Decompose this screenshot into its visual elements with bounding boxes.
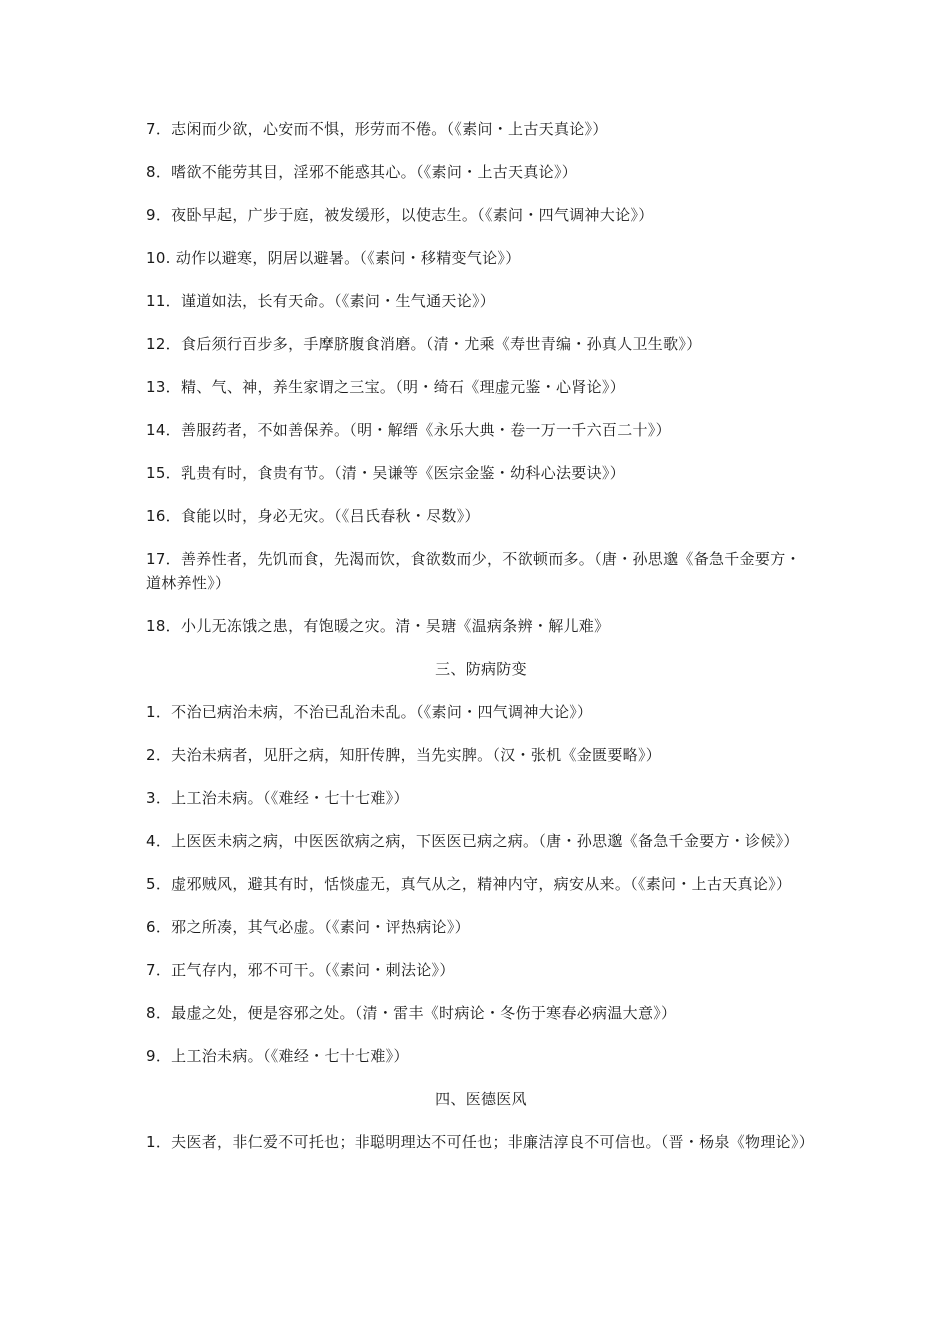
quote-s2-12: 12．食后须行百步多，手摩脐腹食消磨。（清・尤乘《寿世青编・孙真人卫生歌》） xyxy=(146,335,702,353)
quote-s2-18: 18．小儿无冻饿之患，有饱暖之灾。清・吴瑭《温病条辨・解儿难》 xyxy=(146,617,610,635)
quote-s3-8: 8．最虚之处，便是容邪之处。（清・雷丰《时病论・冬伤于寒春必病温大意》） xyxy=(146,1004,677,1022)
quote-s3-7: 7．正气存内，邪不可干。（《素问・刺法论》） xyxy=(146,961,455,979)
quote-s2-11: 11．谨道如法，长有天命。（《素问・生气通天论》） xyxy=(146,292,496,310)
quote-s2-10: 10. 动作以避寒，阴居以避暑。（《素问・移精变气论》） xyxy=(146,249,521,267)
quote-s2-7: 7．志闲而少欲，心安而不惧，形劳而不倦。（《素问・上古天真论》） xyxy=(146,120,608,138)
quote-s3-1: 1．不治已病治未病，不治已乱治未乱。（《素问・四气调神大论》） xyxy=(146,703,593,721)
section-heading-fangbing: 三、防病防变 xyxy=(435,660,527,678)
quote-s3-3: 3．上工治未病。（《难经・七十七难》） xyxy=(146,789,409,807)
quote-s2-17: 17．善养性者，先饥而食，先渴而饮，食欲数而少，不欲顿而多。（唐・孙思邈《备急千金要方・道林养性》） xyxy=(146,550,801,592)
quote-s3-5: 5．虚邪贼风，避其有时，恬惔虚无，真气从之，精神内守，病安从来。（《素问・上古天真论》） xyxy=(146,875,792,893)
quote-s3-4: 4．上医医未病之病，中医医欲病之病，下医医已病之病。（唐・孙思邈《备急千金要方・诊候》） xyxy=(146,832,799,850)
section-heading-yide: 四、医德医风 xyxy=(435,1090,527,1108)
quote-s2-14: 14．善服药者，不如善保养。（明・解缙《永乐大典・卷一万一千六百二十》） xyxy=(146,421,671,439)
quote-s4-1: 1．夫医者，非仁爱不可托也；非聪明理达不可任也；非廉洁淳良不可信也。（晋・杨泉《物理论》） xyxy=(146,1133,815,1151)
quote-s3-2: 2．夫治未病者，见肝之病，知肝传脾，当先实脾。（汉・张机《金匮要略》） xyxy=(146,746,662,764)
document-page xyxy=(146,117,816,1173)
quote-s3-6: 6．邪之所凑，其气必虚。（《素问・评热病论》） xyxy=(146,918,470,936)
quote-s2-9: 9．夜卧早起，广步于庭，被发缓形，以使志生。（《素问・四气调神大论》） xyxy=(146,206,654,224)
quote-s2-8: 8．嗜欲不能劳其目，淫邪不能惑其心。（《素问・上古天真论》） xyxy=(146,163,578,181)
quote-s2-15: 15．乳贵有时，食贵有节。（清・吴谦等《医宗金鉴・幼科心法要诀》） xyxy=(146,464,625,482)
quote-s2-16: 16．食能以时，身必无灾。（《吕氏春秋・尽数》） xyxy=(146,507,480,525)
quote-s2-13: 13．精、气、神，养生家谓之三宝。（明・绮石《理虚元鉴・心肾论》） xyxy=(146,378,625,396)
quote-s3-9: 9．上工治未病。（《难经・七十七难》） xyxy=(146,1047,409,1065)
